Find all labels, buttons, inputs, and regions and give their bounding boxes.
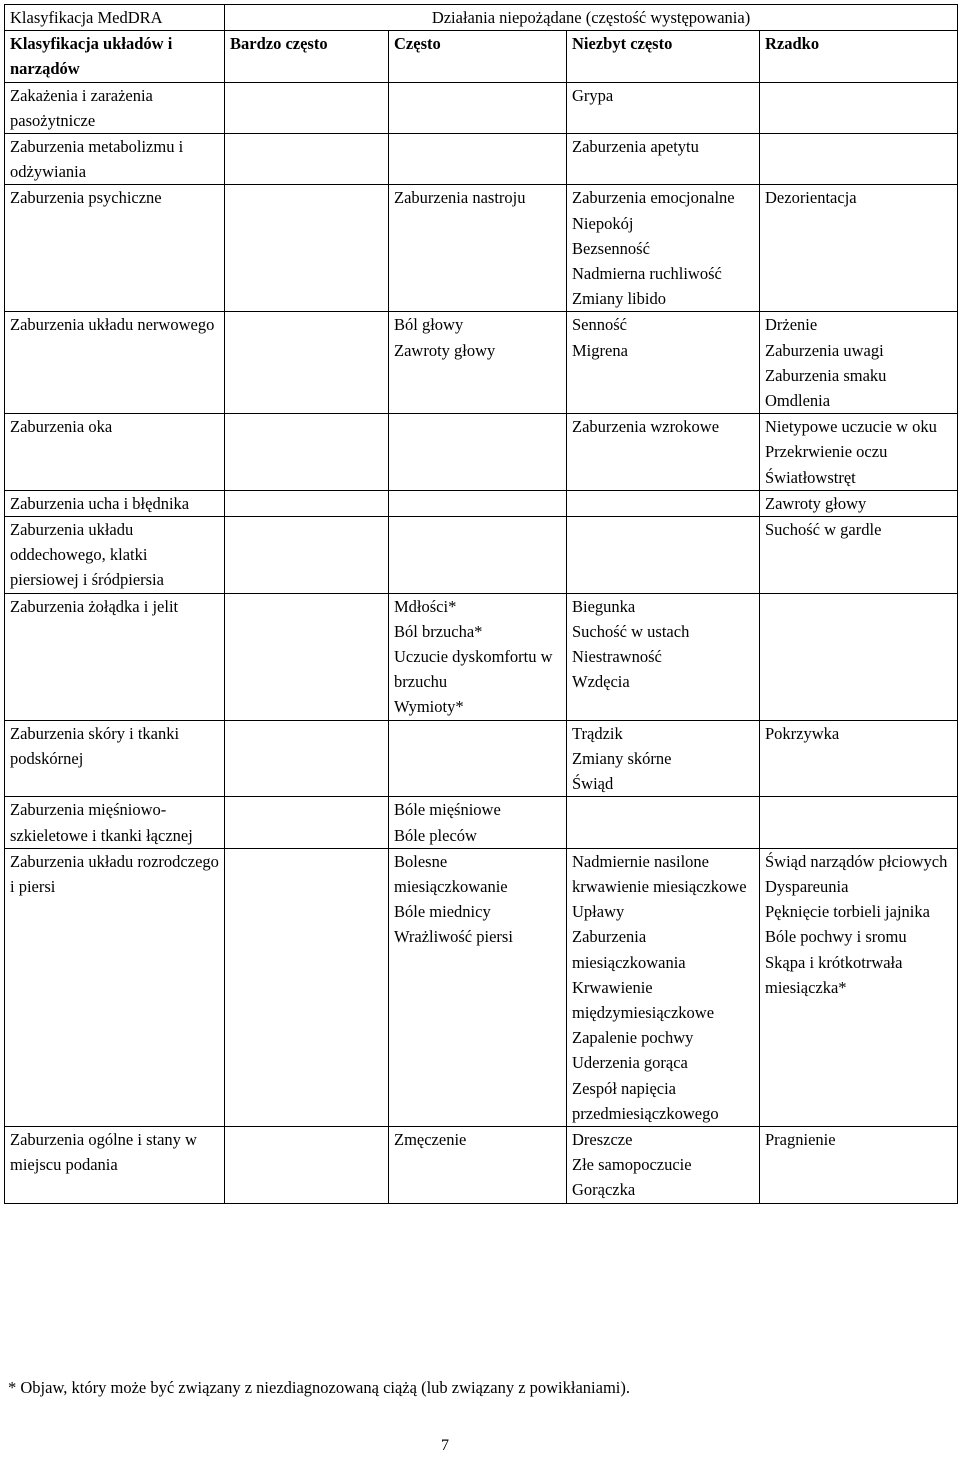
effect-item: Zapalenie pochwy <box>572 1028 694 1048</box>
effect-cell-very-common <box>225 312 389 414</box>
effect-item: Biegunka <box>572 596 636 616</box>
effect-cell-common <box>389 185 567 312</box>
effect-cell-very-common <box>225 720 389 797</box>
effect-cell-very-common <box>225 1126 389 1203</box>
effect-cell-common <box>389 720 567 797</box>
effect-item: Grypa <box>572 85 614 105</box>
freq-uncommon-header: Niezbyt często <box>567 31 760 82</box>
effect-cell-rare <box>760 185 958 312</box>
effect-item: Omdlenia <box>765 391 831 411</box>
table-row <box>5 82 958 133</box>
effect-item: Zaburzenia nastroju <box>394 188 526 208</box>
effect-item: Pokrzywka <box>765 723 840 743</box>
effect-cell-uncommon <box>567 185 760 312</box>
effect-item: Bóle mięśniowe <box>394 800 501 820</box>
table-row <box>5 312 958 414</box>
table-row <box>5 414 958 491</box>
effect-item: Świąd narządów płciowych <box>765 851 948 871</box>
table-row <box>5 1126 958 1203</box>
effect-cell-rare <box>760 848 958 1126</box>
effect-cell-common <box>389 134 567 185</box>
effect-item: Trądzik <box>572 723 623 743</box>
effect-item: Wzdęcia <box>572 672 630 692</box>
soc-cell: Zaburzenia układu nerwowego <box>5 312 225 414</box>
effect-item: Przekrwienie oczu <box>765 442 888 462</box>
freq-rare-header: Rzadko <box>760 31 958 82</box>
soc-cell: Zaburzenia psychiczne <box>5 185 225 312</box>
effect-cell-rare <box>760 82 958 133</box>
effect-cell-very-common <box>225 414 389 491</box>
effect-item: Migrena <box>572 340 628 360</box>
soc-cell: Zakażenia i zarażenia pasożytnicze <box>5 82 225 133</box>
effect-cell-common <box>389 312 567 414</box>
effect-cell-rare <box>760 517 958 594</box>
soc-cell: Zaburzenia układu oddechowego, klatki piersiowej i śródpiersia <box>5 517 225 594</box>
effect-cell-very-common <box>225 490 389 516</box>
effect-cell-uncommon <box>567 797 760 848</box>
soc-cell: Zaburzenia metabolizmu i odżywiania <box>5 134 225 185</box>
adverse-effects-header: Działania niepożądane (częstość występowania) <box>225 5 958 31</box>
soc-cell: Zaburzenia skóry i tkanki podskórnej <box>5 720 225 797</box>
effect-item: Zaburzenia emocjonalne <box>572 188 735 208</box>
effect-item: Zmęczenie <box>394 1129 467 1149</box>
effect-item: Dreszcze <box>572 1129 633 1149</box>
effect-item: Uczucie dyskomfortu w brzuchu <box>394 647 553 692</box>
effect-item: Mdłości* <box>394 596 457 616</box>
effect-item: Pęknięcie torbieli jajnika <box>765 902 930 922</box>
effect-item: Wrażliwość piersi <box>394 927 513 947</box>
effect-cell-uncommon <box>567 720 760 797</box>
footnote: * Objaw, który może być związany z niezdiagnozowaną ciążą (lub związany z powikłaniami). <box>8 1378 630 1397</box>
effect-item: Nietypowe uczucie w oku <box>765 417 937 437</box>
effect-item: Drżenie <box>765 315 818 335</box>
effect-cell-uncommon <box>567 490 760 516</box>
effect-cell-common <box>389 414 567 491</box>
table-row <box>5 490 958 516</box>
effect-cell-common <box>389 848 567 1126</box>
soc-header: Klasyfikacja układów i narządów <box>5 31 225 82</box>
effect-cell-common <box>389 82 567 133</box>
effect-item: Zaburzenia uwagi <box>765 340 884 360</box>
effect-cell-very-common <box>225 517 389 594</box>
table-row <box>5 797 958 848</box>
effect-cell-very-common <box>225 134 389 185</box>
adverse-effects-table <box>4 4 958 1204</box>
effect-cell-common <box>389 593 567 720</box>
page-number: 7 <box>441 1437 449 1454</box>
effect-item: Zmiany skórne <box>572 748 672 768</box>
effect-cell-very-common <box>225 185 389 312</box>
header-row-2 <box>5 31 958 82</box>
effect-item: Nadmiernie nasilone krwawienie miesiączkowe <box>572 851 747 896</box>
effect-item: Zaburzenia apetytu <box>572 137 699 157</box>
effect-item: Zaburzenia smaku <box>765 365 887 385</box>
effect-item: Bolesne miesiączkowanie <box>394 851 508 896</box>
header-row-1 <box>5 5 958 31</box>
effect-item: Bóle pochwy i sromu <box>765 927 907 947</box>
effect-item: Skąpa i krótkotrwała miesiączka* <box>765 952 903 997</box>
effect-cell-uncommon <box>567 134 760 185</box>
effect-item: Zawroty głowy <box>765 493 867 513</box>
effect-cell-uncommon <box>567 848 760 1126</box>
table-row <box>5 848 958 1126</box>
effect-item: Krwawienie międzymiesiączkowe <box>572 977 715 1022</box>
effect-item: Uderzenia gorąca <box>572 1053 688 1073</box>
effect-cell-uncommon <box>567 414 760 491</box>
effect-cell-very-common <box>225 797 389 848</box>
effect-cell-common <box>389 490 567 516</box>
effect-cell-very-common <box>225 848 389 1126</box>
freq-very-common-header: Bardzo często <box>225 31 389 82</box>
effect-cell-uncommon <box>567 82 760 133</box>
soc-cell: Zaburzenia żołądka i jelit <box>5 593 225 720</box>
effect-cell-uncommon <box>567 593 760 720</box>
table-row <box>5 720 958 797</box>
effect-item: Zawroty głowy <box>394 340 496 360</box>
effect-item: Niepokój <box>572 213 634 233</box>
effect-cell-common <box>389 517 567 594</box>
soc-cell: Zaburzenia układu rozrodczego i piersi <box>5 848 225 1126</box>
effect-item: Dezorientacja <box>765 188 857 208</box>
effect-item: Senność <box>572 315 627 335</box>
effect-cell-uncommon <box>567 312 760 414</box>
effect-item: Zespół napięcia przedmiesiączkowego <box>572 1078 719 1123</box>
effect-item: Złe samopoczucie <box>572 1155 692 1175</box>
effect-item: Dyspareunia <box>765 876 849 896</box>
effect-cell-rare <box>760 490 958 516</box>
table-row <box>5 517 958 594</box>
soc-cell: Zaburzenia mięśniowo-szkieletowe i tkanki łącznej <box>5 797 225 848</box>
soc-cell: Zaburzenia oka <box>5 414 225 491</box>
effect-item: Ból brzucha* <box>394 621 483 641</box>
effect-item: Zaburzenia wzrokowe <box>572 417 720 437</box>
effect-cell-uncommon <box>567 517 760 594</box>
table-row <box>5 593 958 720</box>
effect-cell-rare <box>760 720 958 797</box>
table-row <box>5 134 958 185</box>
effect-item: Ból głowy <box>394 315 464 335</box>
effect-item: Wymioty* <box>394 697 464 717</box>
effect-item: Świąd <box>572 774 614 794</box>
effect-cell-rare <box>760 797 958 848</box>
effect-cell-rare <box>760 1126 958 1203</box>
effect-item: Pragnienie <box>765 1129 836 1149</box>
soc-cell: Zaburzenia ogólne i stany w miejscu podania <box>5 1126 225 1203</box>
effect-cell-uncommon <box>567 1126 760 1203</box>
effect-item: Upławy <box>572 902 625 922</box>
soc-cell: Zaburzenia ucha i błędnika <box>5 490 225 516</box>
effect-cell-very-common <box>225 593 389 720</box>
effect-cell-rare <box>760 593 958 720</box>
effect-item: Suchość w gardle <box>765 520 882 540</box>
effect-item: Bóle miednicy <box>394 902 491 922</box>
effect-item: Zaburzenia miesiączkowania <box>572 927 686 972</box>
effect-cell-common <box>389 797 567 848</box>
freq-common-header: Często <box>389 31 567 82</box>
effect-item: Bóle pleców <box>394 825 477 845</box>
effect-cell-common <box>389 1126 567 1203</box>
effect-item: Gorączka <box>572 1180 636 1200</box>
table-row <box>5 185 958 312</box>
effect-item: Bezsenność <box>572 238 650 258</box>
effect-cell-rare <box>760 312 958 414</box>
effect-item: Suchość w ustach <box>572 621 690 641</box>
effect-cell-rare <box>760 134 958 185</box>
table-body <box>5 5 958 1204</box>
effect-item: Zmiany libido <box>572 289 666 309</box>
effect-cell-very-common <box>225 82 389 133</box>
meddra-classification-header: Klasyfikacja MedDRA <box>5 5 225 31</box>
effect-cell-rare <box>760 414 958 491</box>
effect-item: Niestrawność <box>572 647 662 667</box>
effect-item: Światłowstręt <box>765 467 856 487</box>
effect-item: Nadmierna ruchliwość <box>572 264 722 284</box>
